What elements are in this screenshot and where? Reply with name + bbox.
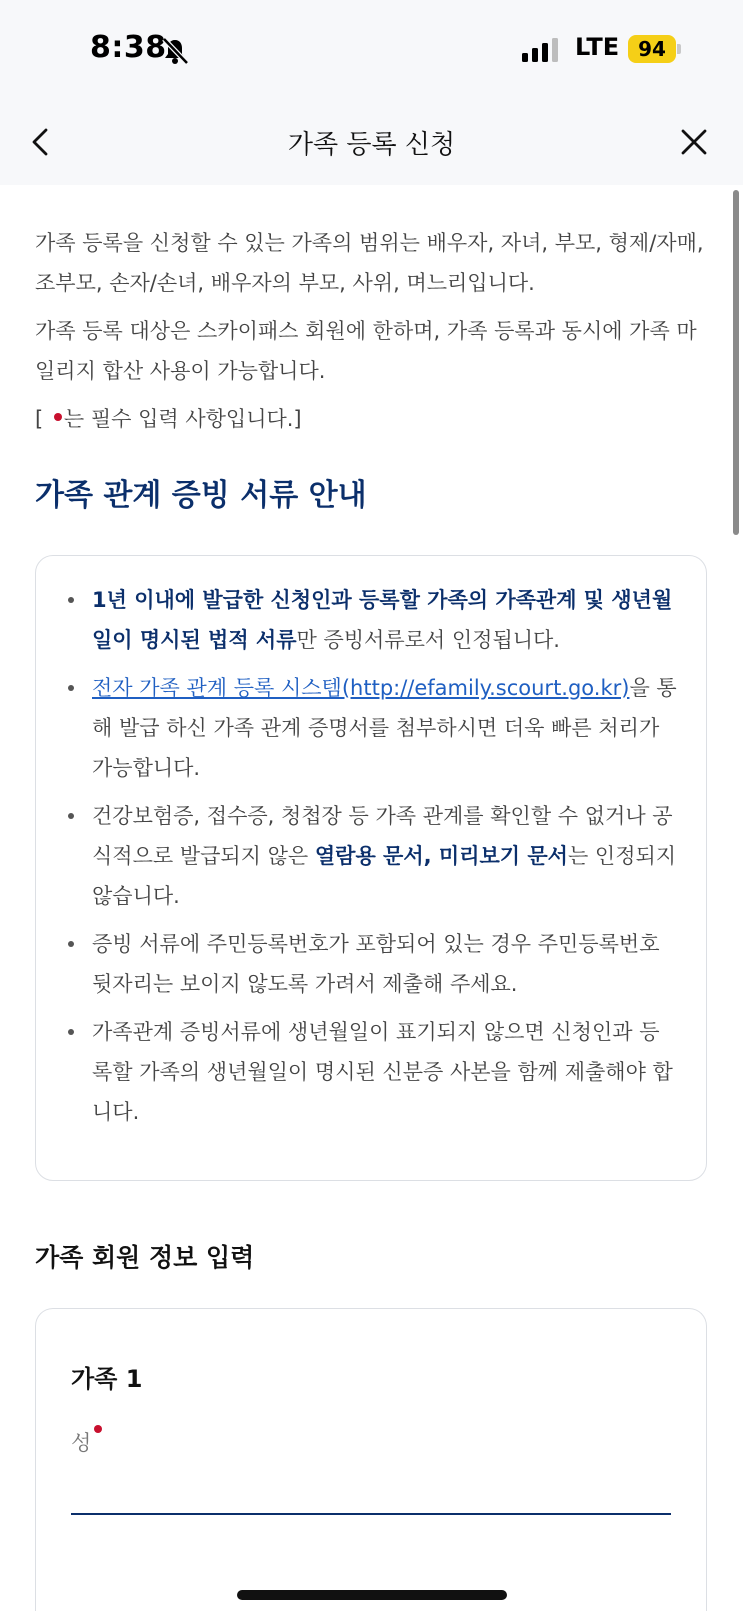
close-icon bbox=[680, 128, 708, 156]
page-title: 가족 등록 신청 bbox=[287, 130, 456, 160]
list-item-suffix: 는 인정되지 않습니다. bbox=[92, 844, 677, 908]
nav-header bbox=[0, 100, 743, 185]
highlight-text: 1년 이내에 발급한 신청인과 등록할 가족의 가족관계 및 생년월일이 명시된 법적 서류 bbox=[92, 588, 673, 652]
family-member-card bbox=[35, 1308, 707, 1611]
intro-eligibility-text: 가족 등록 대상은 스카이패스 회원에 한하며, 가족 등록과 동시에 가족 마일리지 합산 사용이 가능합니다. bbox=[35, 319, 697, 383]
list-item bbox=[66, 668, 678, 788]
list-item-text: 가족관계 증빙서류에 생년월일이 표기되지 않으면 신청인과 등록할 가족의 생년월일이 명시된 신분증 사본을 함께 제출해야 합니다. bbox=[92, 1020, 673, 1124]
document-guide-box bbox=[35, 555, 707, 1181]
family-card-title: 가족 1 bbox=[71, 1365, 143, 1393]
battery-level: 94 bbox=[628, 35, 676, 63]
home-indicator[interactable] bbox=[237, 1590, 507, 1600]
list-item-text: 증빙 서류에 주민등록번호가 포함되어 있는 경우 주민등록번호 뒷자리는 보이지 않도록 가려서 제출해 주세요. bbox=[92, 932, 660, 996]
status-time: 8:38 bbox=[90, 30, 167, 65]
scrollbar[interactable] bbox=[733, 190, 739, 535]
list-item-text: 만 증빙서류로서 인정됩니다. bbox=[296, 628, 560, 652]
battery-icon bbox=[628, 35, 678, 63]
last-name-label: 성 bbox=[71, 1431, 92, 1455]
battery-cap bbox=[677, 44, 681, 54]
highlight-text: 열람용 문서, 미리보기 문서 bbox=[314, 844, 568, 868]
list-item bbox=[66, 924, 678, 1004]
required-dot-icon bbox=[54, 413, 62, 421]
network-type: LTE bbox=[575, 33, 620, 61]
list-item-text: 건강보험증, 접수증, 청첩장 등 가족 관계를 확인할 수 없거나 공식적으로 발급되지 않은 bbox=[92, 804, 673, 868]
bell-slash-icon bbox=[160, 36, 190, 66]
required-note-suffix: 는 필수 입력 사항입니다.] bbox=[63, 407, 302, 431]
status-bar bbox=[0, 0, 743, 100]
section-title-documents: 가족 관계 증빙 서류 안내 bbox=[35, 478, 367, 513]
list-item bbox=[66, 796, 678, 916]
cellular-signal-icon bbox=[522, 38, 562, 62]
close-button[interactable] bbox=[672, 120, 716, 164]
required-note bbox=[35, 399, 707, 439]
list-item bbox=[66, 1012, 678, 1132]
list-item-text: 을 통해 발급 하신 가족 관계 증명서를 첨부하시면 더욱 빠른 처리가 가능합니다. bbox=[92, 676, 677, 780]
required-dot-icon bbox=[94, 1425, 102, 1433]
required-note-prefix: [ bbox=[35, 407, 50, 431]
efamily-link[interactable]: 전자 가족 관계 등록 시스템(http://efamily.scourt.go.kr) bbox=[92, 676, 630, 700]
section-title-family-info: 가족 회원 정보 입력 bbox=[35, 1243, 255, 1272]
document-guide-list bbox=[66, 580, 678, 1132]
intro-scope-text: 가족 등록을 신청할 수 있는 가족의 범위는 배우자, 자녀, 부모, 형제/자매, 조부모, 손자/손녀, 배우자의 부모, 사위, 며느리입니다. bbox=[35, 231, 704, 295]
last-name-input[interactable] bbox=[71, 1459, 671, 1515]
list-item bbox=[66, 580, 678, 660]
